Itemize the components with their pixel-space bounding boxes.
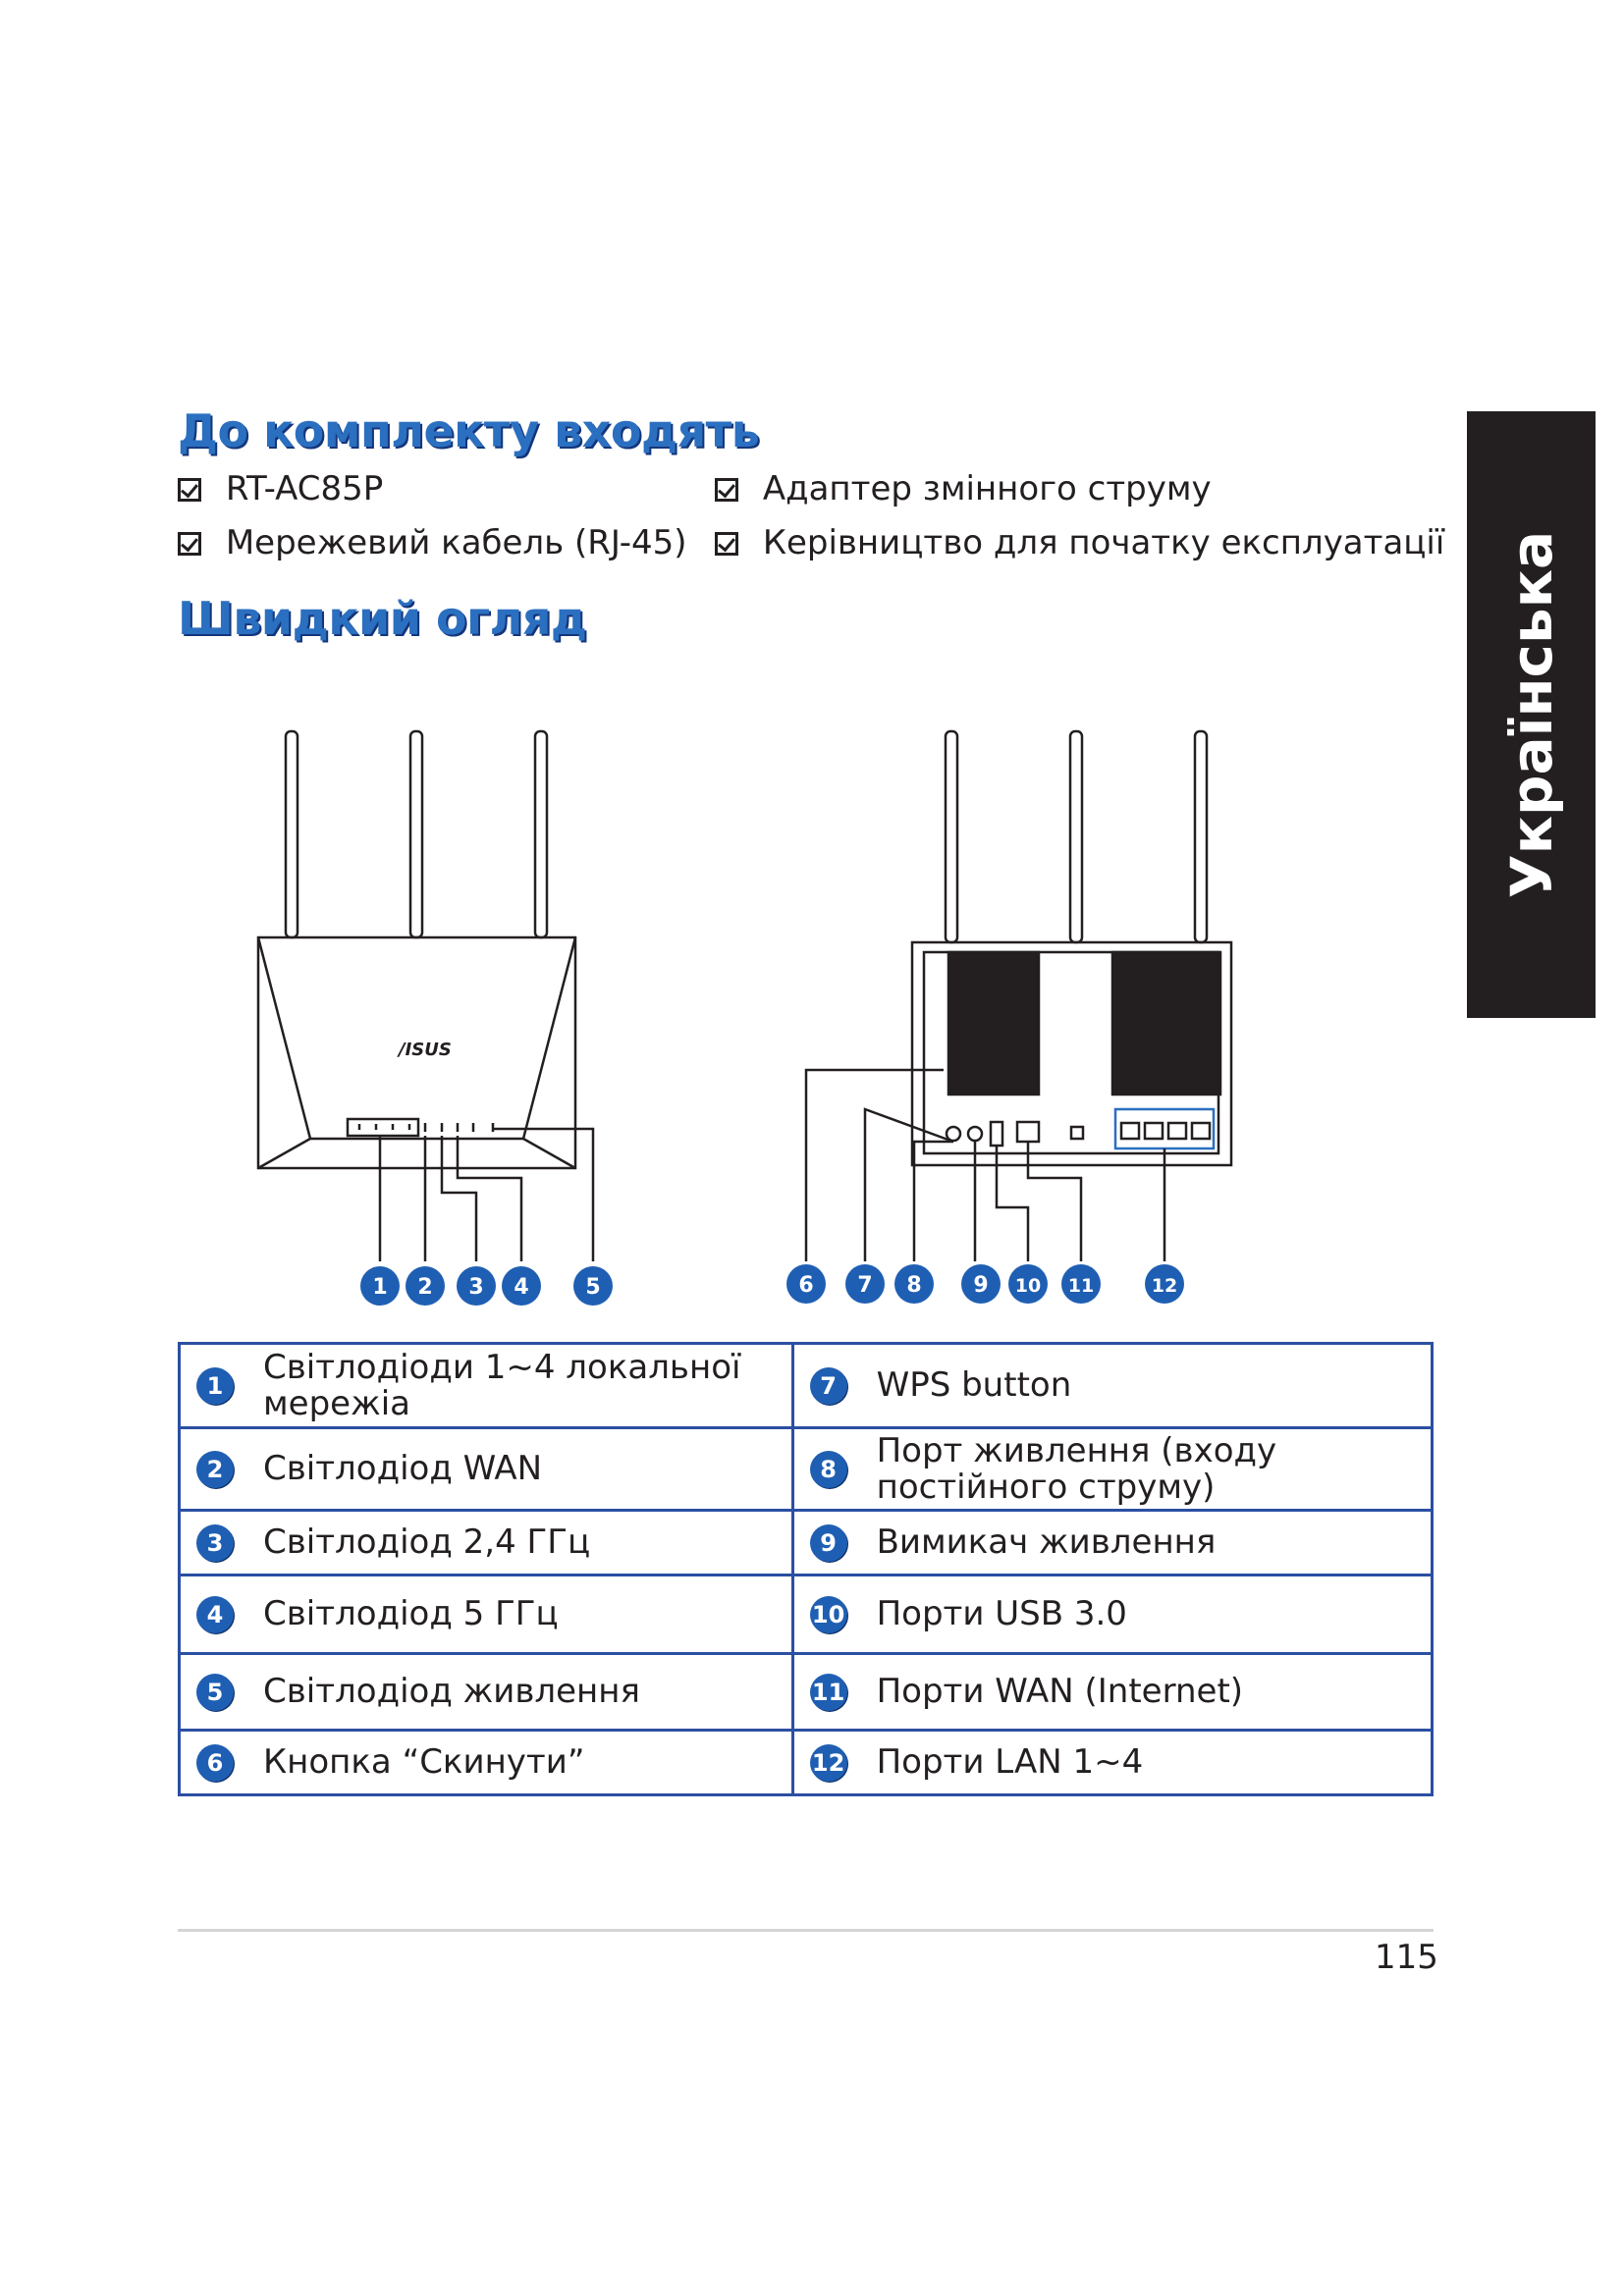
front-callout-3 [457, 1266, 496, 1306]
package-item-label: Керівництво для початку експлуатації [762, 523, 1445, 562]
item-number-badge: 4 [196, 1596, 234, 1633]
rear-callout-6 [786, 1264, 826, 1304]
package-item-cable [178, 523, 687, 562]
item-number-badge: 8 [810, 1451, 847, 1488]
antenna [410, 731, 422, 937]
page-number: 115 [1375, 1938, 1438, 1977]
table-cell [180, 1511, 793, 1575]
item-label: Світлодіоди 1~4 локальної мережіа [263, 1347, 741, 1423]
table-cell [180, 1344, 793, 1428]
checkbox-checked-icon [715, 532, 738, 556]
svg-text:4: 4 [514, 1275, 529, 1300]
package-item-guide [715, 523, 1444, 562]
table-cell [180, 1654, 793, 1731]
checkbox-checked-icon [178, 532, 201, 556]
item-number-badge: 12 [810, 1744, 847, 1782]
item-label: Світлодіод 2,4 ГГц [263, 1522, 591, 1563]
rear-callout-12 [1145, 1264, 1184, 1304]
table-cell [180, 1731, 793, 1795]
antenna [1195, 731, 1207, 942]
svg-text:12: 12 [1151, 1275, 1178, 1297]
features-table [178, 1342, 1434, 1796]
svg-text:11: 11 [1067, 1275, 1095, 1297]
table-cell [792, 1344, 1432, 1428]
item-number-badge: 3 [196, 1524, 234, 1562]
table-row [180, 1731, 1433, 1795]
package-item-adapter [715, 469, 1212, 508]
package-item-label: Адаптер змінного струму [762, 469, 1212, 508]
item-number-badge: 1 [196, 1367, 234, 1405]
package-item-label: Мережевий кабель (RJ-45) [225, 523, 687, 562]
table-row [180, 1344, 1433, 1428]
table-cell [180, 1575, 793, 1654]
item-label: Світлодіод WAN [263, 1449, 543, 1489]
item-number-badge: 5 [196, 1674, 234, 1711]
front-callout-5 [573, 1266, 613, 1306]
table-cell [792, 1428, 1432, 1511]
table-row [180, 1654, 1433, 1731]
item-label: WPS button [876, 1365, 1072, 1406]
item-label: Кнопка “Скинути” [263, 1742, 585, 1783]
footer-divider [178, 1929, 1434, 1932]
table-cell [792, 1575, 1432, 1654]
rear-callout-8 [894, 1264, 934, 1304]
item-number-badge: 11 [810, 1674, 847, 1711]
svg-text:7: 7 [857, 1273, 873, 1298]
table-cell [792, 1511, 1432, 1575]
table-row [180, 1511, 1433, 1575]
router-diagram [178, 717, 1277, 1306]
item-label: Порти USB 3.0 [876, 1594, 1127, 1634]
svg-text:6: 6 [798, 1273, 814, 1298]
svg-text:1: 1 [372, 1275, 388, 1300]
antenna [535, 731, 547, 937]
table-cell [792, 1731, 1432, 1795]
package-item-label: RT-AC85P [225, 469, 384, 508]
rear-callout-9 [961, 1264, 1001, 1304]
item-label: Порт живлення (входу постійного струму) [876, 1430, 1277, 1507]
front-view-router [258, 731, 593, 1261]
language-tab [1467, 411, 1596, 1018]
svg-text:5: 5 [585, 1275, 601, 1300]
front-callout-2 [406, 1266, 445, 1306]
item-label: Порти LAN 1~4 [876, 1742, 1144, 1783]
rear-callout-10 [1008, 1264, 1048, 1304]
item-label: Світлодіод живлення [263, 1672, 640, 1712]
table-cell [180, 1428, 793, 1511]
item-number-badge: 6 [196, 1744, 234, 1782]
quick-overview-heading: Швидкий огляд [178, 592, 587, 645]
front-callout-1 [360, 1266, 400, 1306]
package-item-router [178, 469, 383, 508]
antenna [1070, 731, 1082, 942]
table-row [180, 1575, 1433, 1654]
rear-callout-7 [845, 1264, 885, 1304]
table-row [180, 1428, 1433, 1511]
item-number-badge: 2 [196, 1451, 234, 1488]
item-number-badge: 10 [810, 1596, 847, 1633]
item-number-badge: 9 [810, 1524, 847, 1562]
antenna [946, 731, 957, 942]
svg-text:9: 9 [973, 1273, 989, 1298]
rear-view-router [806, 731, 1231, 1261]
svg-text:3: 3 [468, 1275, 484, 1300]
table-cell [792, 1654, 1432, 1731]
package-contents-heading: До комплекту входять [178, 404, 760, 457]
item-label: Порти WAN (Internet) [876, 1672, 1244, 1712]
svg-text:2: 2 [417, 1275, 433, 1300]
svg-text:8: 8 [906, 1273, 922, 1298]
checkbox-checked-icon [715, 478, 738, 502]
router-brand-logo: /ISUS [399, 1040, 452, 1060]
item-label: Світлодіод 5 ГГц [263, 1594, 559, 1634]
front-callout-4 [502, 1266, 541, 1306]
rear-callout-11 [1061, 1264, 1101, 1304]
item-number-badge: 7 [810, 1367, 847, 1405]
svg-text:10: 10 [1014, 1275, 1042, 1297]
item-label: Вимикач живлення [876, 1522, 1217, 1563]
language-tab-label: Українська [1497, 530, 1565, 899]
checkbox-checked-icon [178, 478, 201, 502]
antenna [286, 731, 298, 937]
